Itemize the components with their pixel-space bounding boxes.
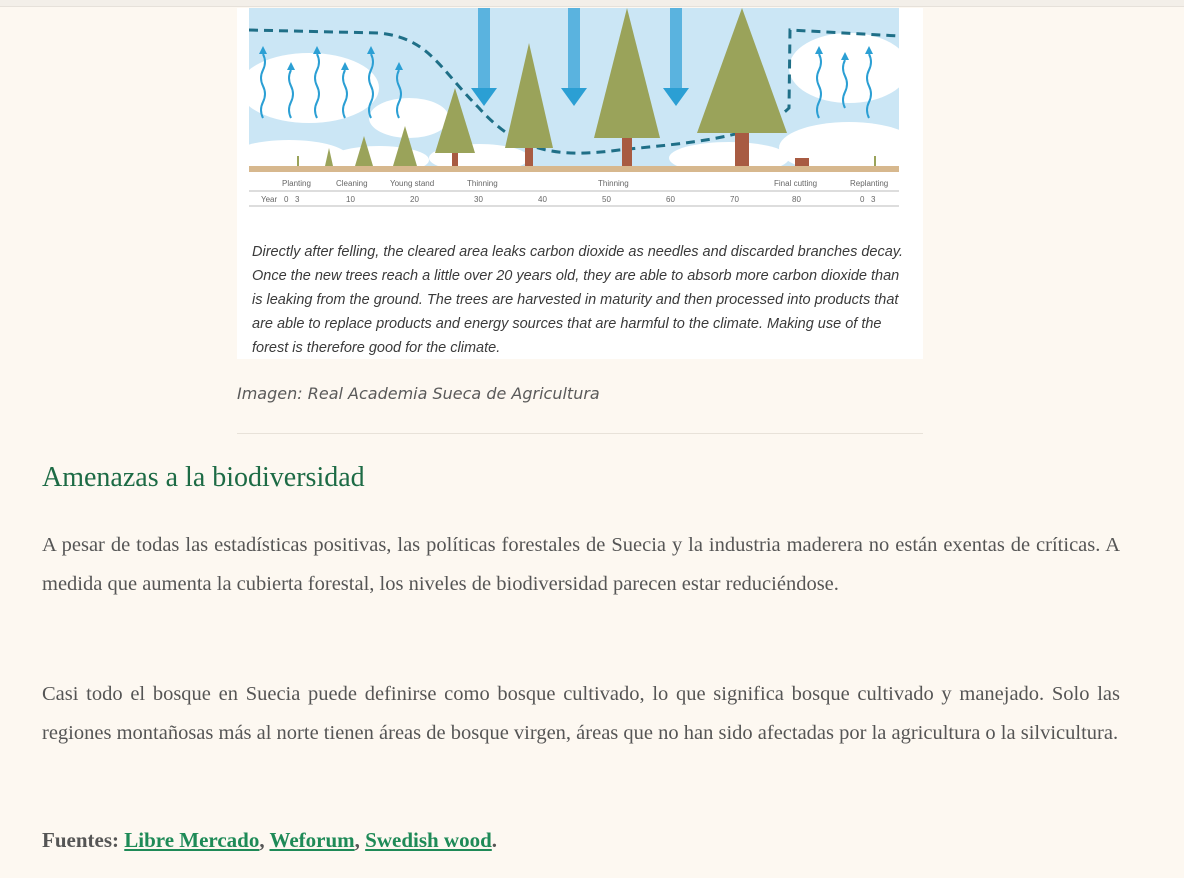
article-paragraph: Casi todo el bosque en Suecia puede definirse como bosque cultivado, lo que significa bosque cultivado y manejado. Solo las regiones montañosas más al norte tienen áreas de bosque virgen, áreas que no han sido afectadas por la agricultura o la silvicultura. (42, 683, 1120, 744)
timeline-stage: Replanting (850, 179, 889, 188)
image-credit: Imagen: Real Academia Sueca de Agricultura (237, 384, 600, 403)
timeline-stage: Thinning (467, 179, 498, 188)
section-heading: Amenazas a la biodiversidad (42, 462, 365, 493)
timeline-stage: Planting (282, 179, 311, 188)
sources-end: . (491, 828, 498, 852)
sources-line (42, 828, 497, 853)
timeline-year: 30 (474, 195, 483, 204)
timeline-year: 70 (730, 195, 739, 204)
section-divider (237, 433, 923, 434)
ground-strip (249, 166, 899, 172)
timeline-stage: Thinning (598, 179, 629, 188)
timeline-year: 40 (538, 195, 547, 204)
timeline-stage: Young stand (390, 179, 435, 188)
forest-cycle-figure (237, 8, 923, 359)
browser-top-edge (0, 0, 1184, 7)
timeline-year: 50 (602, 195, 611, 204)
source-link-swedish-wood[interactable]: Swedish wood (365, 828, 492, 852)
timeline-year: 20 (410, 195, 419, 204)
timeline-year: 0 (860, 195, 865, 204)
sources-separator: , (354, 828, 366, 852)
source-link-weforum[interactable]: Weforum (269, 828, 355, 852)
timeline-year-label: Year (261, 195, 278, 204)
timeline-year: 0 (284, 195, 289, 204)
timeline-stage: Cleaning (336, 179, 368, 188)
figure-caption: Directly after felling, the cleared area leaks carbon dioxide as needles and discarded branches decay. Once the new trees reach a little over 20 years old, they are able to absorb more carbon dioxide than is leaking from the ground. The trees are harvested in maturity and then processed into products that are able to replace products and energy sources that are harmful to the climate. Making use of the forest is therefore good for the climate. (252, 244, 903, 356)
source-link-libre-mercado[interactable]: Libre Mercado (124, 828, 260, 852)
timeline-year: 80 (792, 195, 801, 204)
timeline-year: 10 (346, 195, 355, 204)
article-paragraph: A pesar de todas las estadísticas positivas, las políticas forestales de Suecia y la industria maderera no están exentas de críticas. A medida que aumenta la cubierta forestal, los niveles de biodiversidad parecen estar reduciéndose. (42, 534, 1120, 595)
timeline-year: 60 (666, 195, 675, 204)
sources-label: Fuentes: (42, 828, 119, 852)
timeline-year: 3 (295, 195, 300, 204)
timeline-stage: Final cutting (774, 179, 818, 188)
sources-separator: , (259, 828, 270, 852)
timeline-year: 3 (871, 195, 876, 204)
